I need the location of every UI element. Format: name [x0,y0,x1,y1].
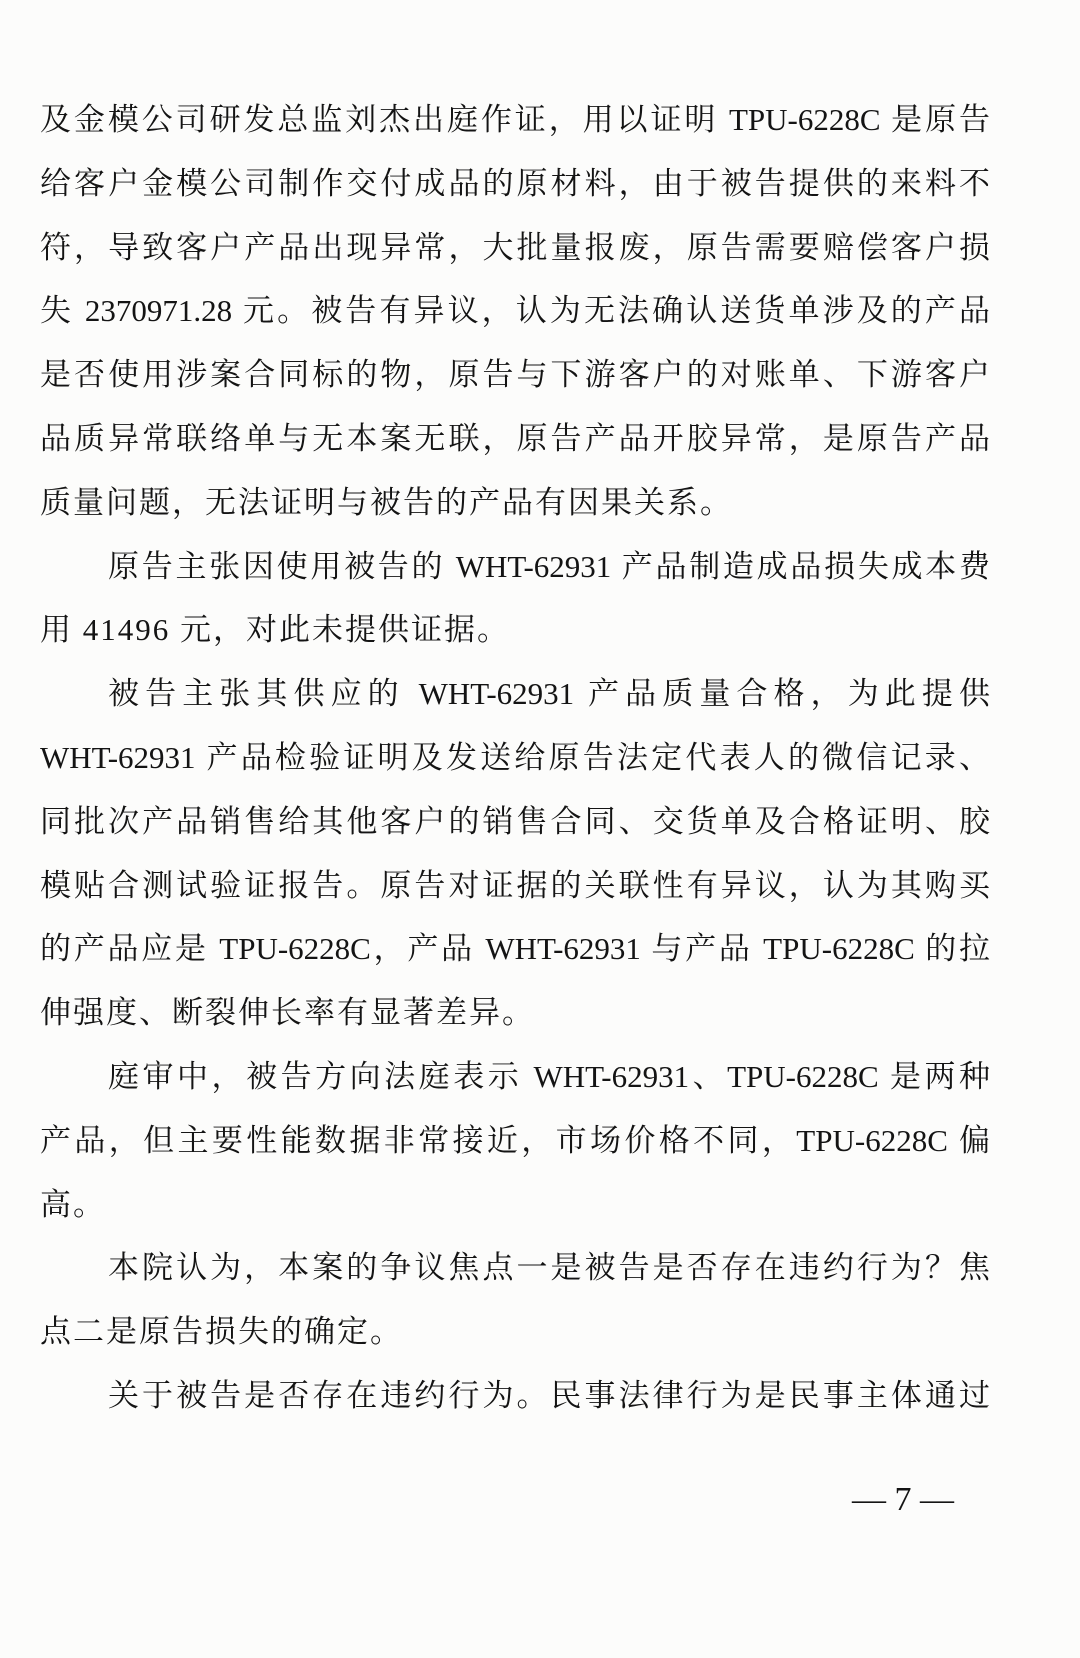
text-line: 伸强度、断裂伸长率有显著差异。 [40,995,535,1031]
text-line: 本院认为，本案的争议焦点一是被告是否存在违约行为？焦 [108,1250,990,1286]
body-text [40,88,990,1428]
paragraph [40,88,990,535]
text-line: WHT-62931 产品检验证明及发送给原告法定代表人的微信记录、 [40,739,990,775]
text-line: 失 2370971.28 元。被告有异议，认为无法确认送货单涉及的产品 [40,293,990,329]
text-line: 产品，但主要性能数据非常接近，市场价格不同，TPU-6228C 偏 [40,1122,990,1158]
text-line: 给客户金模公司制作交付成品的原材料，由于被告提供的来料不 [40,165,990,201]
text-line: 质量问题，无法证明与被告的产品有因果关系。 [40,484,733,520]
text-line: 高。 [40,1186,106,1222]
paragraph [40,1045,990,1236]
text-line: 点二是原告损失的确定。 [40,1314,403,1350]
text-line: 庭审中，被告方向法庭表示 WHT-62931、TPU-6228C 是两种 [108,1058,990,1094]
text-line: 用 41496 元，对此未提供证据。 [40,612,510,648]
text-line: 模贴合测试验证报告。原告对证据的关联性有异议，认为其购买 [40,867,990,903]
text-line: 是否使用涉案合同标的物，原告与下游客户的对账单、下游客户 [40,357,990,393]
text-line: 及金模公司研发总监刘杰出庭作证，用以证明 TPU-6228C 是原告 [40,102,990,137]
text-line: 的产品应是 TPU-6228C，产品 WHT-62931 与产品 TPU-6228C 的拉 [40,931,990,967]
page-number: — 7 — [852,1481,954,1518]
text-line: 原告主张因使用被告的 WHT-62931 产品制造成品损失成本费 [108,548,990,584]
text-line: 同批次产品销售给其他客户的销售合同、交货单及合格证明、胶 [40,803,990,839]
text-line: 符，导致客户产品出现异常，大批量报废，原告需要赔偿客户损 [40,229,990,265]
paragraph [40,1236,990,1364]
text-line: 关于被告是否存在违约行为。民事法律行为是民事主体通过 [108,1377,990,1413]
text-line: 被告主张其供应的 WHT-62931 产品质量合格，为此提供 [108,676,990,712]
text-line: 品质异常联络单与无本案无联，原告产品开胶异常，是原告产品 [40,420,990,456]
paragraph [40,1364,990,1428]
paragraph [40,662,990,1045]
paragraph [40,535,990,663]
